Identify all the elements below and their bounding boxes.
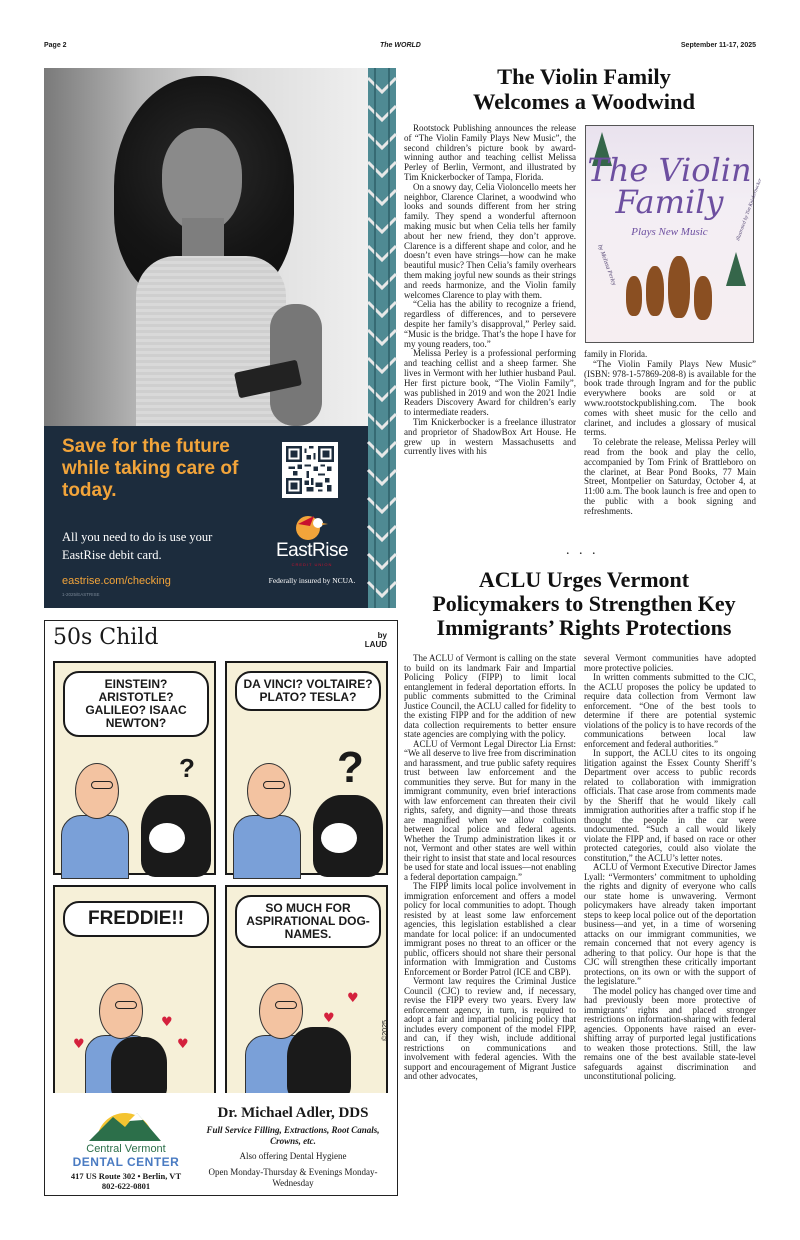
cover-title-b: Family — [615, 183, 724, 221]
paragraph: The ACLU of Vermont is calling on the state to build on its landmark Fair and Impartial Policing Policy (FIPP) to limit local entanglement in federal deportation efforts. In public comments submitted to the Criminal Justice Council, the ACLU called for fidelity to the existing FIPP and for the addition of new data collection requirements to better ensure state agencies are complying with the policy. — [404, 653, 576, 739]
ncua-notice: Federally insured by NCUA. — [268, 576, 356, 585]
dental-services: Full Service Filling, Extractions, Root Canals, Crowns, etc. — [206, 1125, 380, 1146]
bass-icon — [694, 276, 712, 320]
ad-headline: Save for the future while taking care of today. — [62, 436, 239, 501]
paragraph: Vermont law requires the Criminal Justice Council (CJC) to review and, if necessary, revise the FIPP every two years. Every law enforcement agency, in turn, is required to adopt a fair and impartial policing policy that includes every component of the model FIPP, and can, if they wish, include additional restrictions on communications and involvement with federal agencies. With the support and encouragement of Migrant Justice and other advocates, — [404, 976, 576, 1081]
violin-column-2 — [584, 350, 756, 517]
eastrise-tagline: CREDIT UNION — [291, 562, 333, 567]
dog-figure — [111, 1037, 167, 1101]
dental-hours: Open Monday-Thursday & Evenings Monday-Wednesday — [208, 1167, 378, 1188]
comic-byline — [365, 631, 387, 649]
paragraph: Melissa Perley is a professional performing and teaching cellist and a sheep farmer. She lives in Vermont with her luthier husband Paul. Her first picture book, “The Violin Family”, was published in 2019 and won the 2021 Indie Readers Discovery Award for children’s early to intermediate readers. — [404, 348, 576, 418]
dental-street: 417 US Route 302 • Berlin, VT — [70, 1171, 182, 1181]
ad-body: All you need to do is use your EastRise debit card. — [62, 530, 213, 562]
cover-illustrator: illustrated by Tim Knickerbocker — [736, 178, 764, 242]
aclu-headline — [398, 568, 770, 640]
comic-panel-4 — [225, 885, 388, 1099]
dog-figure — [313, 795, 383, 877]
head — [99, 983, 143, 1039]
aclu-column-1 — [404, 654, 576, 1082]
heart-icon: ♥ — [161, 1015, 173, 1030]
comic-artist: LAUD — [364, 640, 387, 649]
aclu-headline-line1: ACLU Urges Vermont — [478, 567, 690, 592]
section-separator: . . . — [566, 543, 599, 558]
dog-figure — [287, 1027, 351, 1101]
shirt — [233, 815, 301, 879]
cello-icon — [668, 256, 690, 318]
book-cover-image — [585, 125, 764, 343]
glasses-icon — [91, 781, 113, 789]
photo-face — [162, 128, 242, 232]
violin-icon — [626, 276, 642, 316]
violin-headline — [398, 64, 770, 114]
man-figure — [61, 763, 131, 875]
speech-bubble: EINSTEIN? ARISTOTLE? GALILEO? ISAAC NEWTON? — [63, 671, 209, 737]
paragraph: family in Florida. — [584, 349, 648, 359]
speech-bubble: DA VINCI? VOLTAIRE? PLATO? TESLA? — [235, 671, 381, 711]
paragraph: In written comments submitted to the CJC, the ACLU proposes the policy be updated to require data collection from Vermont law enforcement. “One of the best tools to determine if there are potential systemic violations of the policy is to have records of the communications between local law enforcement and federal authorities.” — [584, 672, 756, 749]
paragraph: several Vermont communities have adopted more protective policies. — [584, 653, 756, 673]
dental-hygiene-note: Also offering Dental Hygiene — [239, 1151, 347, 1161]
dog-figure — [141, 795, 211, 877]
paragraph: Rootstock Publishing announces the release of “The Violin Family Plays New Music”, the second children’s picture book by award-winning author and teaching cellist Melissa Perley of Berlin, Vermont, and illustrated by Tim Knickerbocker of Tampa, Florida. — [404, 123, 576, 182]
paragraph: In support, the ACLU cites to its ongoing litigation against the Essex County Sheriff’s Department over access to public records related to collaboration with immigration officials. That case arose from comments made by the Sheriff that he would likely call immigration authorities after a traffic stop if he thought the people in the car were undocumented. “Such a call would likely violate the FIPP and, if based on race or other protected categories, could also violate the constitution,” the ACLU’s letter notes. — [584, 748, 756, 863]
comic-copyright: ©2025 — [381, 1020, 389, 1041]
paragraph: To celebrate the release, Melissa Perley will read from the book and play the cello, accompanied by Tom Frink of Brattleboro on the clarinet, at Bear Pond Books, 77 Main Street, Montpelier on Saturday, October 4, at 11:00 a.m. The book launch is free and open to the public with a book signing and refreshments. — [584, 437, 756, 516]
head — [247, 763, 291, 819]
aclu-headline-line2: Policymakers to Strengthen Key — [432, 591, 736, 616]
paragraph: Tim Knickerbocker is a freelance illustrator and proprietor of ShadowBox Art House. He grew up in western Massachusetts and currently lives with his — [404, 416, 576, 457]
paragraph: The FIPP limits local police involvement in immigration enforcement and offers a model policy for local communities to adopt. Though resisted by at least some law enforcement agencies, this legislation established a clear mandate for local police: if an undocumented immigrant poses no threat to an officer or the public, officers should not share their personal information with Immigration and Customs Enforcement or Border Patrol (ICE and CBP). — [404, 881, 576, 977]
issue-date: September 11-17, 2025 — [680, 42, 756, 49]
dental-name-line1: Central Vermont — [86, 1143, 166, 1155]
eastrise-ad — [44, 426, 368, 608]
decorative-pattern — [368, 68, 396, 608]
head — [259, 983, 303, 1039]
newspaper-name: The WORLD — [380, 42, 421, 49]
page-number: Page 2 — [44, 42, 67, 49]
heart-icon: ♥ — [323, 1011, 335, 1026]
dental-name-line2: DENTAL CENTER — [72, 1155, 180, 1169]
cover-author: by Melissa Perley — [596, 244, 617, 287]
eastrise-bird-icon — [292, 512, 332, 542]
comic-panel-1 — [53, 661, 216, 875]
comic-panel-2 — [225, 661, 388, 875]
violin-headline-line2: Welcomes a Woodwind — [472, 89, 696, 114]
dental-ad — [45, 1093, 397, 1195]
paragraph: The model policy has changed over time and had previously been more protective of immigrants’ rights and placed stronger restrictions on information-sharing with federal agencies. Opponents have raised an ever-shifting array of purported legal justifications to weaken those protections. Still, the law remains one of the best available state-level safeguards against discrimination and unconstitutional policing. — [584, 985, 756, 1081]
heart-icon: ♥ — [73, 1037, 85, 1052]
paragraph: ACLU of Vermont Legal Director Lia Ernst: “We all deserve to live free from discrimination and harassment, and true public safety requires trust between law enforcement and the communities they serve. But for many in the immigrant community, even brief interactions with law enforcement can threaten their civil rights, safety, and dignity—and those threats are magnified when we allow collusion between local police and federal agents. Whether the Trump administration likes it or not, Vermont and other states are well within their right to insist that state and local resources be used for state and local issues—not enabling a federal deportation campaign.” — [404, 738, 576, 882]
dentist-name: Dr. Michael Adler, DDS — [217, 1105, 369, 1121]
eastrise-brand: EastRise — [275, 540, 349, 561]
photo-sweater — [136, 256, 286, 426]
heart-icon: ♥ — [177, 1037, 189, 1052]
aclu-headline-line3: Immigrants’ Rights Protections — [436, 615, 732, 640]
question-mark: ? — [337, 743, 364, 792]
dental-phone: 802-622-0801 — [101, 1181, 151, 1191]
tree-icon — [726, 252, 746, 286]
paragraph: “The Violin Family Plays New Music” (ISBN: 978-1-57869-208-8) is available for the book trade through Ingram and for the public everywhere books are sold or at www.rootstockpublishing.com. The book comes with sheet music for the cello and clarinet, and includes a glossary of musical terms. — [584, 358, 756, 438]
paragraph: On a snowy day, Celia Violoncello meets her neighbor, Clarence Clarinet, a woodwind who looks and sounds different from her string family. They spend a wonderful afternoon making music but when Celia tells her family about her new friend, they don’t approve. Clarence is a different shape and color, and he doesn’t even have strings—how can he make beautiful music? Then Celia’s family overhears them making joyful new sounds as their strings and reeds harmonize, and the Violin family welcomes Clarence to play with them. — [404, 181, 576, 300]
cover-title — [586, 151, 753, 221]
dog-snout — [321, 823, 357, 853]
dental-address — [61, 1171, 191, 1191]
aclu-column-2 — [584, 654, 756, 1082]
comic-panel-3 — [53, 885, 216, 1099]
ad-fine-print: 1-2025/EASTRISE — [62, 592, 100, 597]
heart-icon: ♥ — [347, 991, 359, 1006]
mountain-logo-icon — [79, 1105, 171, 1141]
qr-code-icon[interactable] — [282, 442, 338, 498]
violin-headline-line1: The Violin Family — [497, 64, 671, 89]
cover-title-a: The Violin — [587, 151, 752, 189]
cover-subtitle: Plays New Music — [631, 226, 708, 238]
comic-strip — [44, 620, 398, 1196]
violin-column-1 — [404, 124, 576, 457]
glasses-icon — [115, 1001, 137, 1009]
head — [75, 763, 119, 819]
comic-by: by — [377, 631, 387, 640]
comic-title: 50s Child — [53, 625, 159, 650]
eastrise-ad-photo — [44, 68, 368, 426]
dog-snout — [149, 823, 185, 853]
speech-bubble: FREDDIE!! — [63, 901, 209, 937]
paragraph: ACLU of Vermont Executive Director James Lyall: “Vermonters’ commitment to upholding the rights and dignity of everyone who calls our state home is unwavering. Vermont policymakers have already taken important steps to keep local police out of the deportation business—and yet, in a time of worsening attacks on our immigrant communities, we remain concerned that not every agency is adhering to that policy. Our hope is that the CJC will strengthen these critically important protections, on its own or with the support of the legislature.” — [584, 862, 756, 986]
shirt — [61, 815, 129, 879]
glasses-icon — [263, 781, 285, 789]
man-figure — [233, 763, 303, 875]
ad-link[interactable]: eastrise.com/checking — [62, 575, 171, 587]
viola-icon — [646, 266, 664, 316]
glasses-icon — [275, 1001, 297, 1009]
question-mark: ? — [179, 753, 195, 783]
speech-bubble: SO MUCH FOR ASPIRATIONAL DOG-NAMES. — [235, 895, 381, 948]
paragraph: “Celia has the ability to recognize a friend, regardless of differences, and to persevere despite her family’s disapproval,” Perley said. “Music is the bridge. That’s the hope I have for my young readers, too.” — [404, 299, 576, 349]
